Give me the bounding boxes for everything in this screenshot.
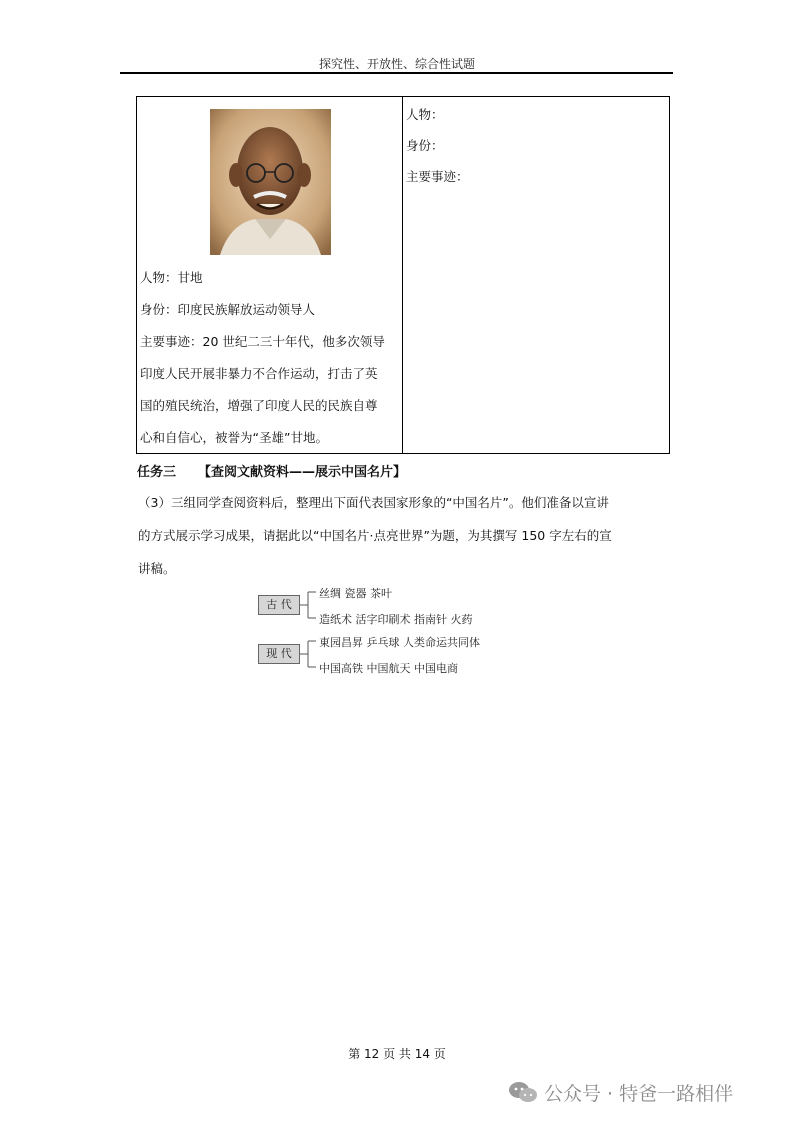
gandhi-deeds-line-2: 印度人民开展非暴力不合作运动，打击了英 [140,366,378,381]
gandhi-identity: 身份：印度民族解放运动领导人 [140,302,316,317]
task-title: 【查阅文献资料——展示中国名片】 [198,465,407,480]
page-number: 第 12 页 共 14 页 [348,1047,446,1061]
question-line-2: 的方式展示学习成果，请据此以“中国名片·点亮世界”为题，为其撰写 150 字左右的宣 [138,528,612,543]
question-line-1: （3）三组同学查阅资料后，整理出下面代表国家形象的“中国名片”。他们准备以宣讲 [138,495,609,510]
watermark-text: 公众号 · 特爸一路相伴 [544,1082,734,1105]
person-table [136,96,670,454]
wechat-watermark [508,1078,733,1106]
china-cards-mindmap [256,582,536,677]
gandhi-portrait-image [210,109,331,255]
modern-item-2: 中国高铁 中国航天 中国电商 [319,662,458,675]
header-rule [120,72,673,74]
blank-deeds-field[interactable]: 主要事迹： [406,169,469,184]
blank-person-field[interactable]: 人物： [406,107,444,122]
gandhi-cell [137,97,403,453]
gandhi-deeds-line-1: 主要事迹：20 世纪二三十年代，他多次领导 [140,334,385,349]
modern-item-1: 東园昌昇 乒乓球 人类命运共同体 [319,636,480,649]
gandhi-deeds-line-3: 国的殖民统治，增强了印度人民的民族自尊 [140,398,378,413]
ancient-label-box: 古 代 [258,595,300,615]
question-line-3: 讲稿。 [138,561,176,576]
blank-person-cell [403,97,669,453]
wechat-icon [508,1080,538,1104]
gandhi-person: 人物：甘地 [140,270,203,285]
ancient-item-1: 丝绸 瓷器 茶叶 [319,587,392,600]
ancient-item-2: 造纸术 活字印刷术 指南针 火药 [319,613,473,626]
gandhi-deeds-line-4: 心和自信心，被誉为“圣雄”甘地。 [140,430,328,445]
task-label: 任务三 [137,465,177,480]
modern-label-box: 现 代 [258,644,300,664]
task-three-heading [137,461,406,480]
page-header-title: 探究性、开放性、综合性试题 [318,57,475,71]
blank-identity-field[interactable]: 身份： [406,138,444,153]
